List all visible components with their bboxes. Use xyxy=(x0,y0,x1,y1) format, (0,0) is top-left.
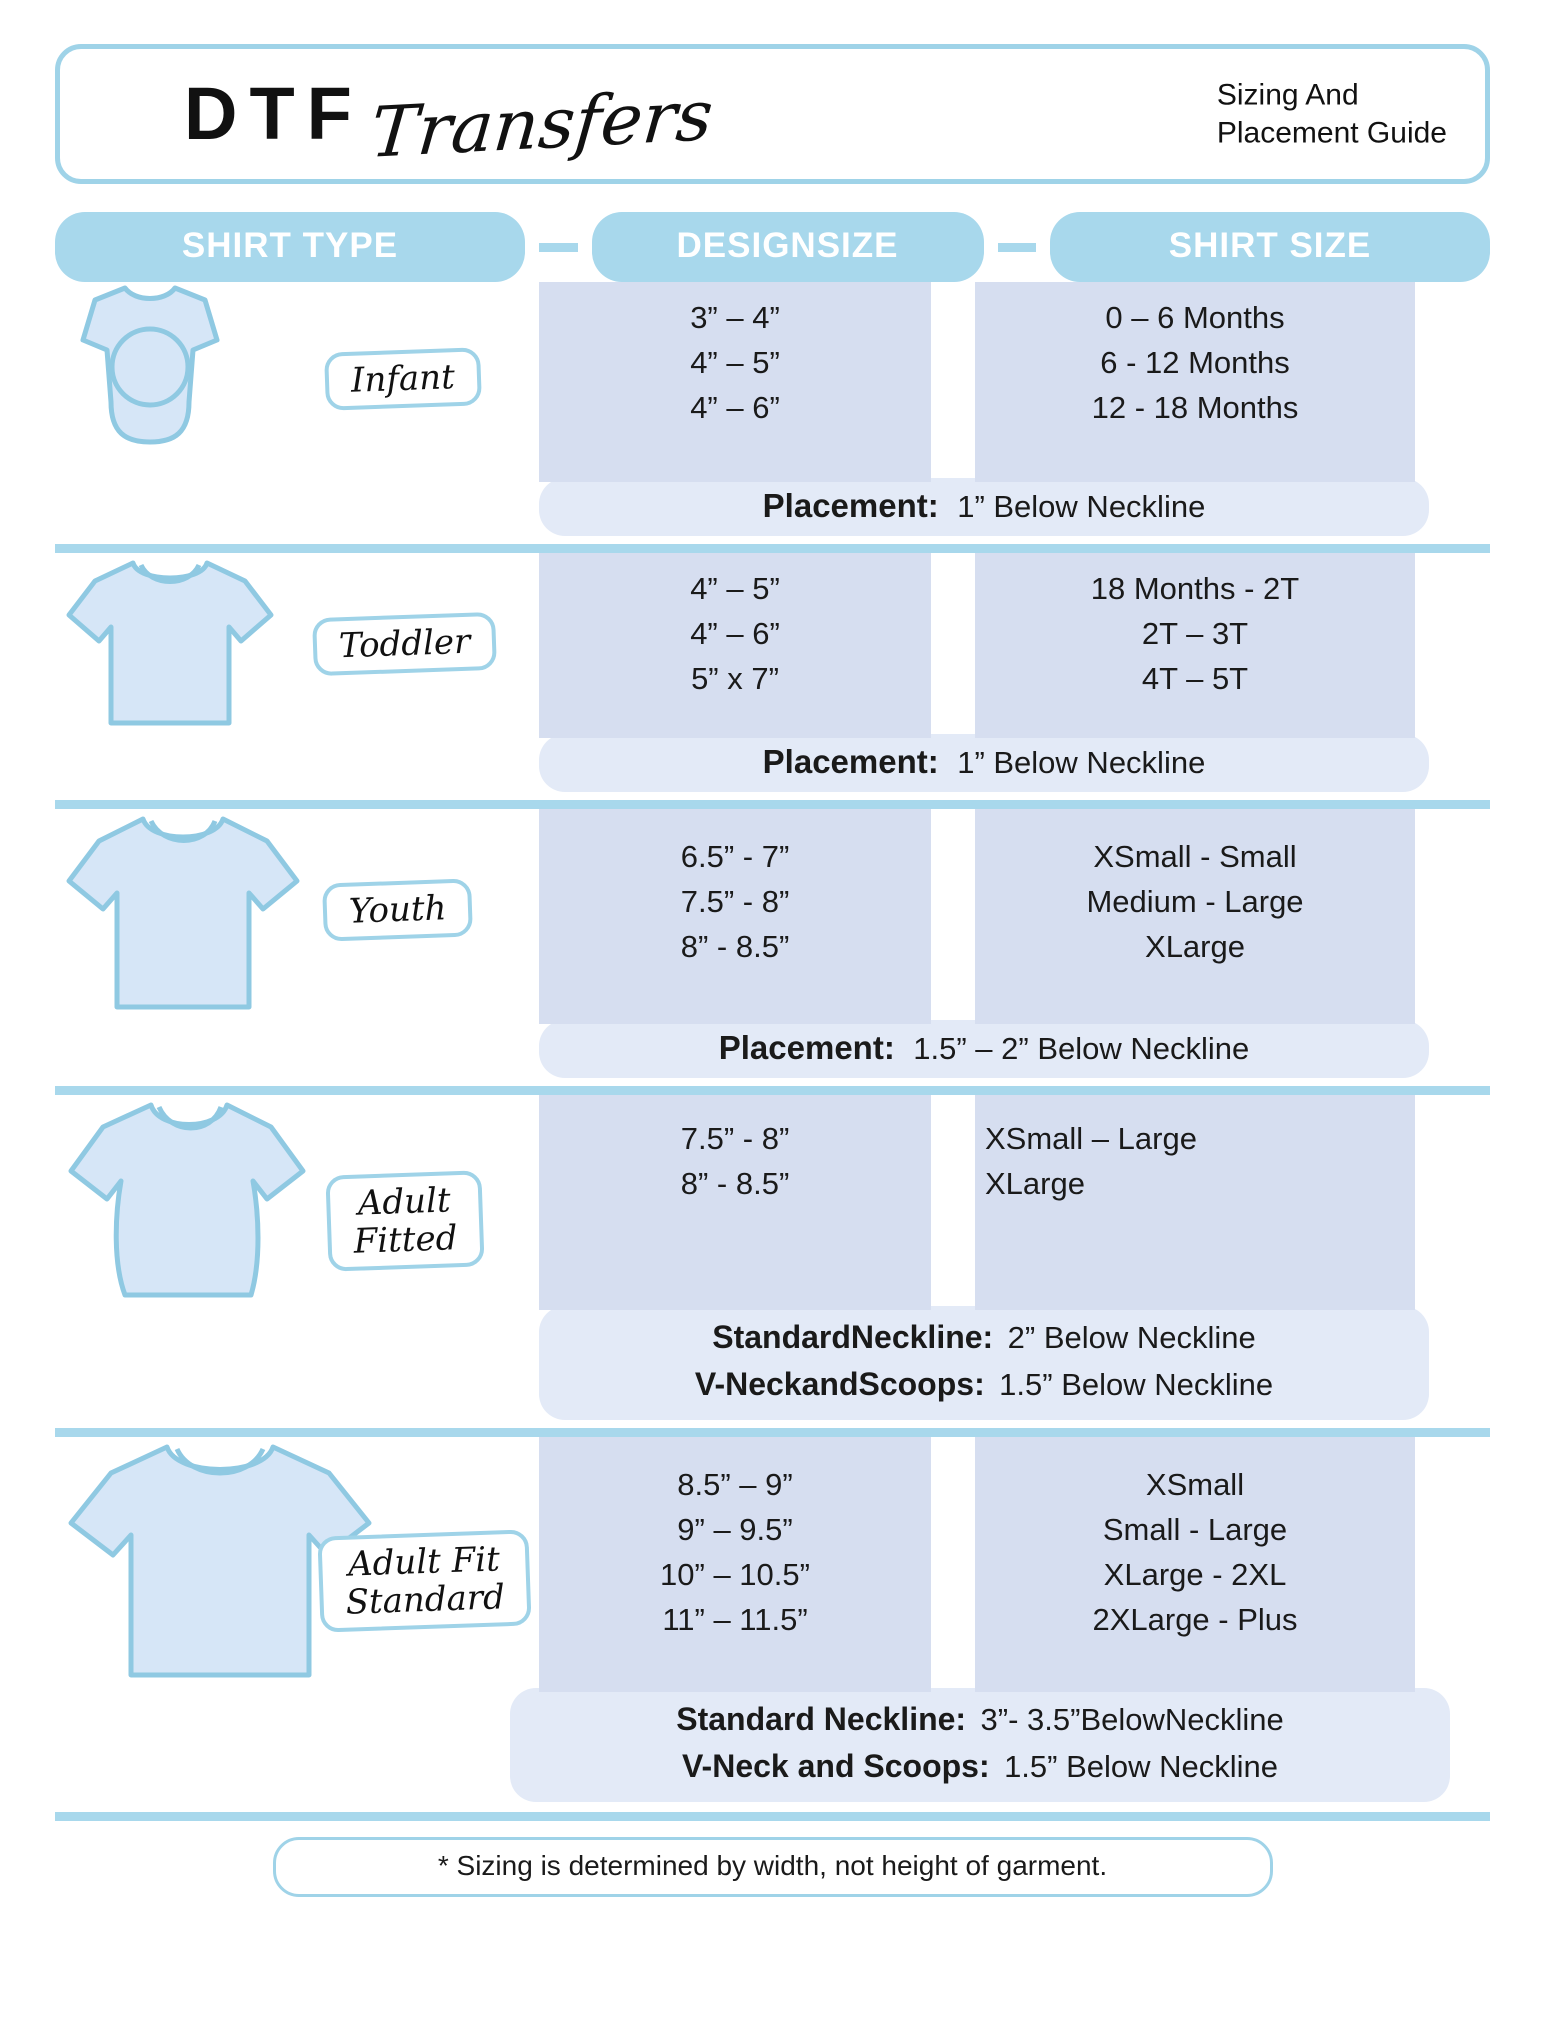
row-adult-fitted xyxy=(55,1095,1490,1437)
adult-fitted-shirt-size-2: XLarge xyxy=(985,1165,1085,1201)
adult-standard-placement xyxy=(510,1688,1450,1802)
footer-note: * Sizing is determined by width, not height of garment. xyxy=(273,1837,1273,1897)
youth-design-sizes xyxy=(539,809,931,1024)
adult-standard-standard-value: 3”- 3.5”BelowNeckline xyxy=(980,1701,1284,1737)
adult-fitted-vneck-label: V-NeckandScoops: xyxy=(694,1365,985,1402)
infant-artwork xyxy=(55,282,525,482)
guide-page xyxy=(0,44,1545,2044)
youth-placement-label: Placement: xyxy=(718,1029,895,1066)
infant-design-size-3: 4” – 6” xyxy=(690,389,780,425)
logo xyxy=(94,72,717,174)
adult-standard-shirt-size-4: 2XLarge - Plus xyxy=(1092,1601,1298,1637)
logo-dtf-text: DTF xyxy=(184,72,364,155)
row-infant xyxy=(55,282,1490,553)
adult-fitted-placement-vneck xyxy=(539,1361,1429,1408)
adult-fitted-label-line2: Fitted xyxy=(352,1218,459,1262)
youth-shirt-sizes xyxy=(975,809,1415,1024)
adult-fitted-label xyxy=(325,1170,484,1272)
infant-shirt-sizes xyxy=(975,282,1415,482)
header-connector-2 xyxy=(998,243,1037,252)
divider-2 xyxy=(55,800,1490,809)
tshirt-icon xyxy=(55,553,285,738)
adult-standard-design-size-1: 8.5” – 9” xyxy=(677,1466,793,1502)
adult-standard-artwork xyxy=(55,1437,525,1692)
row-adult-fit-standard xyxy=(55,1437,1490,1821)
adult-fitted-design-sizes xyxy=(539,1095,931,1310)
adult-standard-design-size-4: 11” – 11.5” xyxy=(662,1601,808,1637)
adult-standard-shirt-sizes xyxy=(975,1437,1415,1692)
toddler-shirt-sizes xyxy=(975,553,1415,738)
adult-fitted-vneck-value: 1.5” Below Neckline xyxy=(999,1366,1274,1402)
toddler-placement-value: 1” Below Neckline xyxy=(957,745,1206,780)
infant-placement-label: Placement: xyxy=(762,487,939,524)
column-header-design-size: DESIGNSIZE xyxy=(592,212,984,282)
tshirt-icon xyxy=(55,809,310,1024)
adult-fitted-design-size-1: 7.5” - 8” xyxy=(680,1121,790,1156)
toddler-shirt-size-3: 4T – 5T xyxy=(1141,660,1249,696)
adult-fitted-artwork xyxy=(55,1095,525,1310)
adult-standard-label xyxy=(317,1529,531,1632)
youth-design-size-1: 6.5” - 7” xyxy=(680,839,790,874)
divider-1 xyxy=(55,544,1490,553)
toddler-placement-label: Placement: xyxy=(762,743,939,780)
adult-standard-shirt-size-2: Small - Large xyxy=(1102,1511,1288,1547)
youth-shirt-size-1: XSmall - Small xyxy=(1093,839,1297,874)
adult-fitted-placement xyxy=(539,1306,1429,1420)
header xyxy=(55,44,1490,184)
infant-shirt-size-1: 0 – 6 Months xyxy=(1105,300,1285,335)
row-toddler xyxy=(55,553,1490,809)
youth-shirt-size-2: Medium - Large xyxy=(1086,883,1304,919)
toddler-shirt-size-1: 18 Months - 2T xyxy=(1090,571,1300,606)
adult-standard-label-line2: Standard xyxy=(345,1577,506,1623)
column-header-shirt-size: SHIRT SIZE xyxy=(1050,212,1490,282)
logo-transfers-text: Transfers xyxy=(367,74,717,174)
header-subtitle-line1: Sizing And xyxy=(1216,78,1359,112)
divider-4 xyxy=(55,1428,1490,1437)
youth-artwork xyxy=(55,809,525,1024)
column-header-shirt-type: SHIRT TYPE xyxy=(55,212,525,282)
header-connector-1 xyxy=(539,243,578,252)
fitted-tshirt-icon xyxy=(55,1095,325,1310)
youth-placement xyxy=(539,1020,1429,1078)
toddler-design-size-2: 4” – 6” xyxy=(690,615,780,651)
toddler-label: Toddler xyxy=(312,612,497,676)
adult-standard-design-sizes xyxy=(539,1437,931,1692)
header-subtitle-line2: Placement Guide xyxy=(1216,116,1447,149)
divider-3 xyxy=(55,1086,1490,1095)
adult-fitted-label-line1: Adult xyxy=(357,1180,452,1224)
youth-placement-value: 1.5” – 2” Below Neckline xyxy=(913,1031,1250,1066)
adult-fitted-design-size-2: 8” - 8.5” xyxy=(680,1165,790,1201)
toddler-design-size-3: 5” x 7” xyxy=(691,660,779,696)
adult-standard-vneck-value: 1.5” Below Neckline xyxy=(1004,1748,1279,1784)
divider-5 xyxy=(55,1812,1490,1821)
adult-standard-design-size-3: 10” – 10.5” xyxy=(660,1556,810,1592)
youth-design-size-2: 7.5” - 8” xyxy=(680,883,790,919)
infant-shirt-size-3: 12 - 18 Months xyxy=(1091,389,1299,425)
toddler-placement xyxy=(539,734,1429,792)
infant-design-size-1: 3” – 4” xyxy=(690,300,780,335)
adult-standard-vneck-label: V-Neck and Scoops: xyxy=(681,1747,990,1784)
infant-placement-value: 1” Below Neckline xyxy=(957,489,1206,524)
infant-label: Infant xyxy=(324,347,482,410)
column-headers xyxy=(55,212,1490,282)
adult-fitted-standard-value: 2” Below Neckline xyxy=(1007,1320,1256,1355)
infant-design-size-2: 4” – 5” xyxy=(690,344,780,380)
youth-design-size-3: 8” - 8.5” xyxy=(680,928,790,964)
adult-standard-placement-standard xyxy=(510,1696,1450,1743)
toddler-design-sizes xyxy=(539,553,931,738)
toddler-artwork xyxy=(55,553,525,738)
toddler-design-size-1: 4” – 5” xyxy=(690,571,780,606)
infant-placement xyxy=(539,478,1429,536)
adult-fitted-shirt-size-1: XSmall – Large xyxy=(985,1121,1197,1156)
adult-fitted-shirt-sizes xyxy=(975,1095,1415,1310)
infant-design-sizes xyxy=(539,282,931,482)
adult-standard-shirt-size-3: XLarge - 2XL xyxy=(1103,1556,1287,1592)
adult-standard-standard-label: Standard Neckline: xyxy=(676,1700,967,1737)
adult-standard-shirt-size-1: XSmall xyxy=(1145,1466,1245,1502)
header-subtitle xyxy=(1217,77,1447,152)
adult-standard-design-size-2: 9” – 9.5” xyxy=(677,1511,793,1547)
youth-shirt-size-3: XLarge xyxy=(1145,928,1245,964)
onesie-icon xyxy=(55,282,245,482)
infant-shirt-size-2: 6 - 12 Months xyxy=(1100,344,1290,380)
row-youth xyxy=(55,809,1490,1095)
toddler-shirt-size-2: 2T – 3T xyxy=(1141,615,1249,651)
adult-fitted-standard-label: StandardNeckline: xyxy=(712,1319,994,1355)
adult-standard-placement-vneck xyxy=(510,1743,1450,1790)
adult-fitted-placement-standard xyxy=(539,1314,1429,1361)
adult-standard-label-line1: Adult Fit xyxy=(347,1539,501,1585)
youth-label: Youth xyxy=(322,878,473,941)
